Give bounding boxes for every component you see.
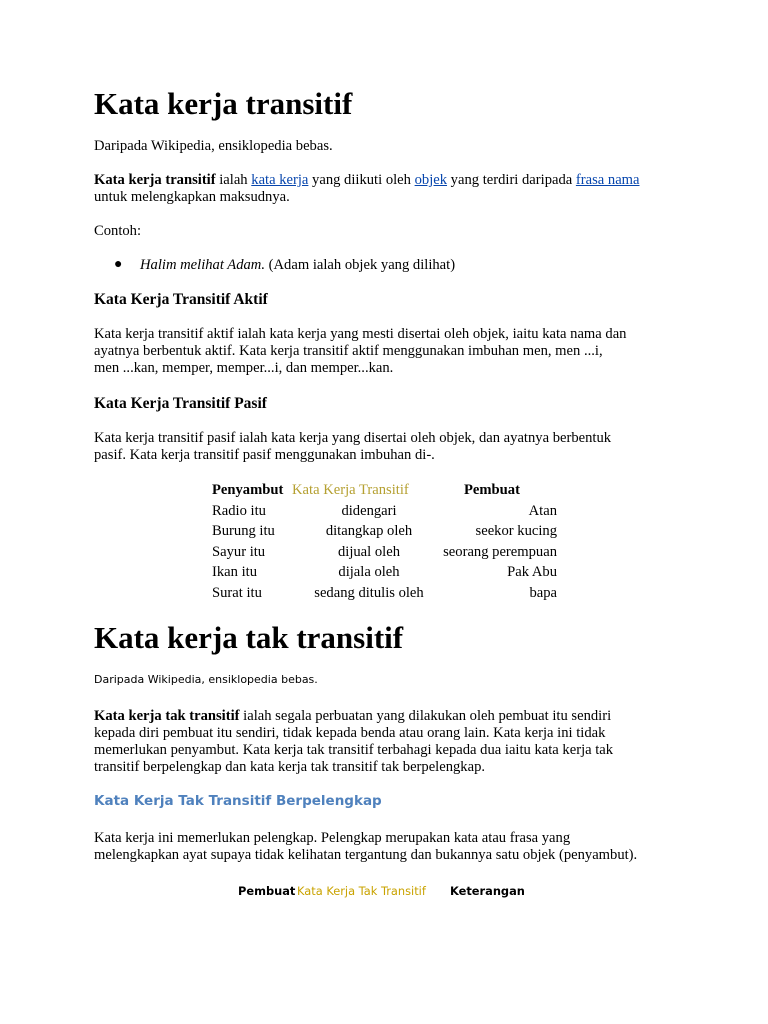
table2-header-pembuat: Pembuat (238, 884, 296, 898)
table-cell: seekor kucing (475, 523, 557, 540)
intro-text-1: ialah (215, 172, 252, 188)
table-cell: Burung itu (212, 523, 275, 540)
tak-transitif-line-2: kepada diri pembuat itu sendiri, tidak kepada benda atau orang lain. Kata kerja ini tidak (94, 725, 606, 741)
berpelengkap-line-1: Kata kerja ini memerlukan pelengkap. Pelengkap merupakan kata atau frasa yang (94, 830, 571, 846)
intro-text-2: yang diikuti oleh (308, 172, 415, 188)
source-line: Daripada Wikipedia, ensiklopedia bebas. (94, 138, 333, 154)
table-row (212, 544, 557, 565)
table2-header-kata-kerja: Kata Kerja Tak Transitif (297, 884, 426, 898)
aktif-line-1: Kata kerja transitif aktif ialah kata kerja yang mesti disertai oleh objek, iaitu kata nama dan (94, 326, 627, 342)
table-header-pembuat: Pembuat (464, 482, 520, 498)
table-cell: ditangkap oleh (325, 523, 413, 540)
table-cell: Pak Abu (507, 564, 557, 581)
link-frasa-nama[interactable]: frasa nama (575, 172, 640, 188)
table2-header-keterangan: Keterangan (450, 884, 525, 898)
link-objek[interactable]: objek (414, 172, 448, 188)
table-header-penyambut: Penyambut (212, 482, 284, 498)
tak-transitif-line-3: memerlukan penyambut. Kata kerja tak transitif terbahagi kepada dua iaitu kata kerja tak (94, 742, 614, 758)
table-cell: Surat itu (212, 584, 262, 601)
table-row (212, 564, 557, 585)
pasif-line-1: Kata kerja transitif pasif ialah kata kerja yang disertai oleh objek, dan ayatnya berbentuk (94, 430, 612, 446)
tak-transitif-intro (94, 708, 611, 725)
table-cell: Sayur itu (212, 543, 266, 560)
table-row (212, 523, 557, 544)
link-kata-kerja[interactable]: kata kerja (251, 172, 309, 188)
example-italic: Halim melihat Adam. (140, 257, 265, 273)
example-item (140, 257, 455, 274)
intro-line-2: untuk melengkapkan maksudnya. (94, 189, 290, 205)
page-title: Kata kerja transitif (94, 86, 353, 121)
tak-transitif-intro-rest: ialah segala perbuatan yang dilakukan oleh pembuat itu sendiri (239, 708, 612, 724)
table-cell: sedang ditulis oleh (314, 584, 424, 601)
tak-transitif-bold-term: Kata kerja tak transitif (94, 708, 240, 724)
section-title-tak-transitif: Kata kerja tak transitif (94, 620, 404, 655)
berpelengkap-line-2: melengkapkan ayat supaya tidak kelihatan tergantung dan bukannya satu objek (penyambut). (94, 847, 638, 863)
table-transitif-pasif (212, 482, 557, 606)
table-cell: dijual oleh (337, 543, 400, 560)
heading-berpelengkap: Kata Kerja Tak Transitif Berpelengkap (94, 793, 382, 809)
table-cell: Radio itu (212, 502, 266, 519)
table-cell: didengari (341, 502, 397, 519)
aktif-line-3: men ...kan, memper, memper...i, dan memper...kan. (94, 360, 394, 376)
pasif-line-2: pasif. Kata kerja transitif pasif menggunakan imbuhan di-. (94, 447, 435, 463)
bullet-icon: ● (114, 257, 123, 272)
aktif-line-2: ayatnya berbentuk aktif. Kata kerja transitif aktif menggunakan imbuhan men, men ...i, (94, 343, 603, 359)
table-cell: dijala oleh (338, 564, 400, 581)
table-header-row (212, 482, 557, 503)
intro-bold-term: Kata kerja transitif (94, 172, 216, 188)
example-rest: (Adam ialah objek yang dilihat) (265, 257, 456, 273)
intro-paragraph (94, 172, 640, 189)
heading-transitif-pasif: Kata Kerja Transitif Pasif (94, 395, 267, 412)
example-label: Contoh: (94, 223, 142, 239)
intro-text-3: yang terdiri daripada (447, 172, 576, 188)
heading-transitif-aktif: Kata Kerja Transitif Aktif (94, 291, 268, 308)
table-cell: Atan (528, 502, 557, 519)
table-cell: bapa (529, 584, 557, 601)
table-header-kata-kerja: Kata Kerja Transitif (292, 482, 409, 498)
table-row (212, 503, 557, 524)
table-row (212, 585, 557, 606)
tak-transitif-line-4: transitif berpelengkap dan kata kerja tak transitif tak berpelengkap. (94, 759, 486, 775)
table-cell: seorang perempuan (443, 543, 557, 560)
source-line-2: Daripada Wikipedia, ensiklopedia bebas. (94, 673, 318, 686)
table-cell: Ikan itu (212, 564, 257, 581)
